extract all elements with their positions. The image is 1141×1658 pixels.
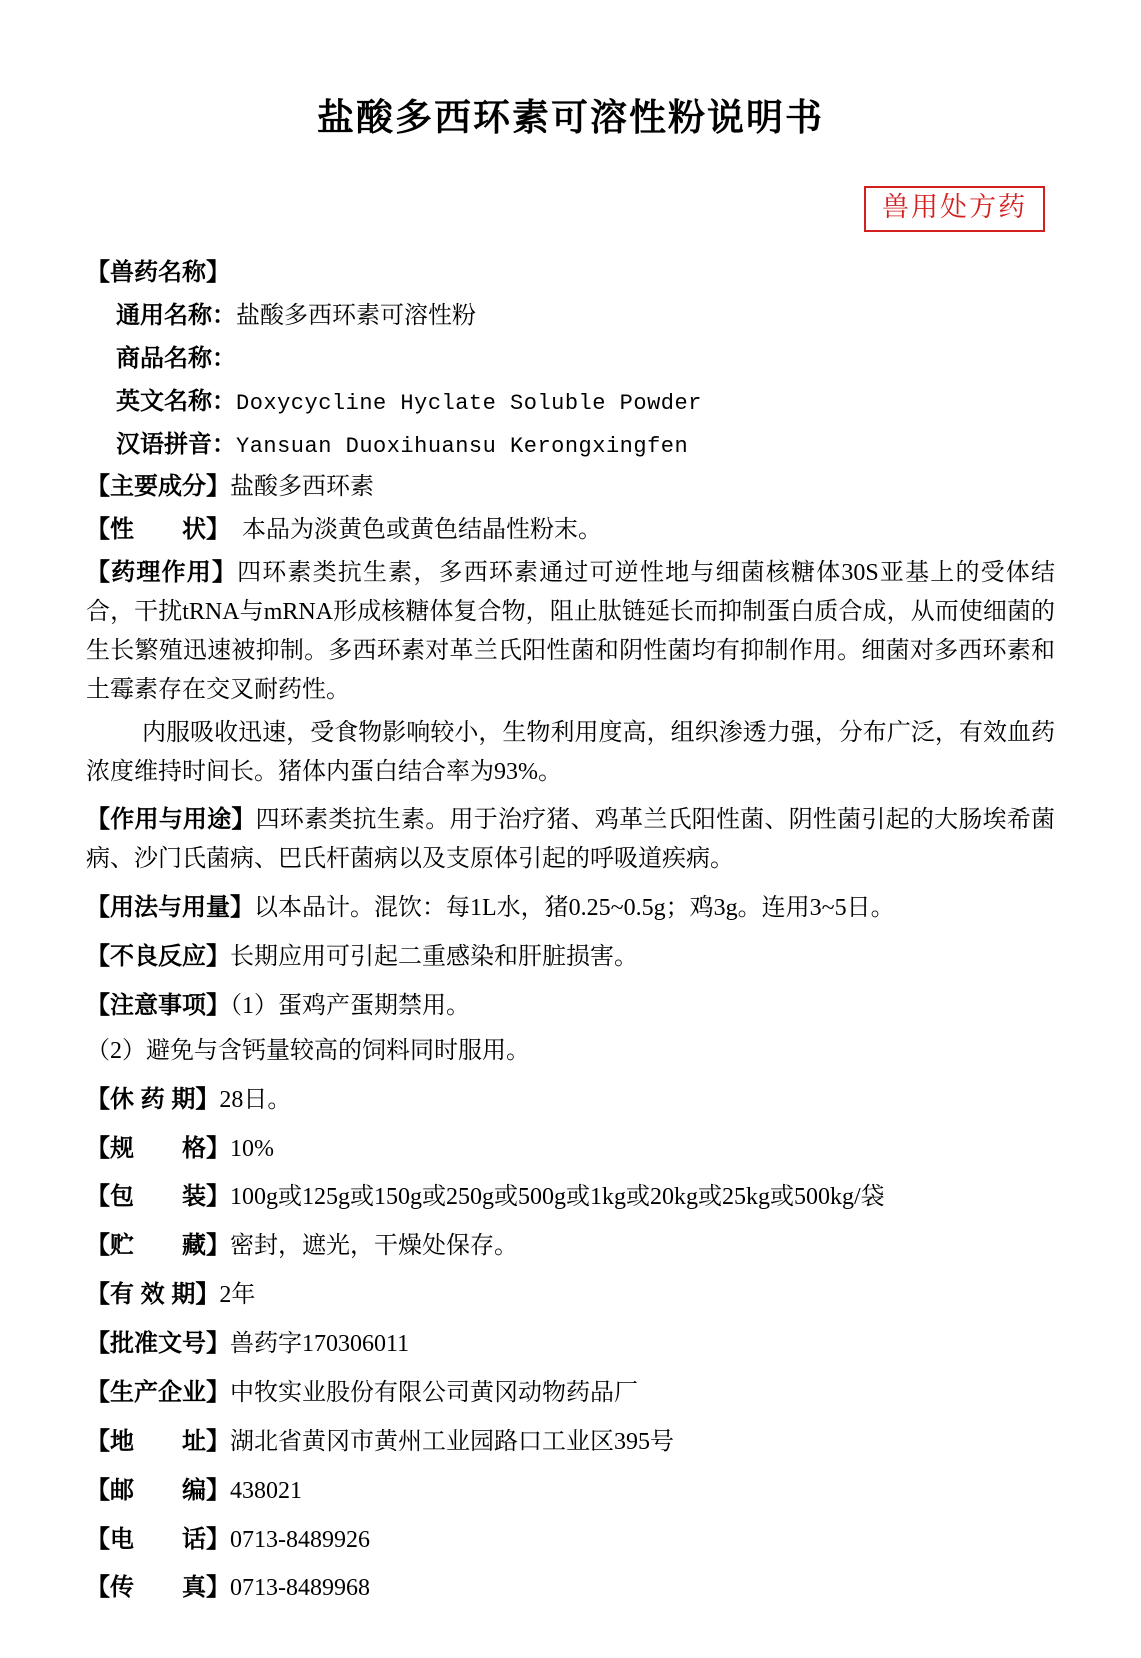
field-pinyin <box>86 426 1055 465</box>
section-label-adverse-reactions: 【不良反应】 <box>86 943 230 971</box>
section-precautions-item2: （2）避免与含钙量较高的饲料同时服用。 <box>86 1037 530 1064</box>
section-properties <box>86 511 1055 550</box>
section-label-storage: 【贮 藏】 <box>86 1232 230 1260</box>
section-value-address: 湖北省黄冈市黄州工业园路口工业区395号 <box>230 1428 674 1455</box>
section-drug-name-heading <box>86 254 1055 293</box>
section-approval-number <box>86 1325 1055 1364</box>
section-value-fax: 0713-8489968 <box>230 1575 370 1602</box>
section-value-dosage: 以本品计。混饮：每1L水，猪0.25~0.5g；鸡3g。连用3~5日。 <box>254 895 895 922</box>
field-brand-name <box>86 340 1055 379</box>
section-label-fax: 【传 真】 <box>86 1574 230 1602</box>
section-value-precautions-item1: （1）蛋鸡产蛋期禁用。 <box>230 992 470 1019</box>
section-shelf-life <box>86 1276 1055 1315</box>
section-value-shelf-life: 2年 <box>219 1282 256 1309</box>
section-adverse-reactions <box>86 938 1055 977</box>
section-label-pharmacology: 【药理作用】 <box>86 559 238 587</box>
section-label-specification: 【规 格】 <box>86 1134 230 1162</box>
status-badge: 兽用处方药 <box>864 186 1045 232</box>
section-phone <box>86 1521 1055 1560</box>
section-label-packaging: 【包 装】 <box>86 1183 230 1211</box>
section-label-approval-number: 【批准文号】 <box>86 1330 230 1358</box>
section-label-precautions: 【注意事项】 <box>86 991 230 1019</box>
section-address <box>86 1423 1055 1462</box>
section-value-withdrawal-period: 28日。 <box>219 1086 292 1113</box>
section-value-specification: 10% <box>230 1135 274 1162</box>
section-value-packaging: 100g或125g或150g或250g或500g或1kg或20kg或25kg或500kg/袋 <box>230 1184 885 1211</box>
section-label-postcode: 【邮 编】 <box>86 1476 230 1504</box>
section-value-adverse-reactions: 长期应用可引起二重感染和肝脏损害。 <box>230 944 638 971</box>
section-value-approval-number: 兽药字170306011 <box>230 1331 410 1358</box>
section-fax <box>86 1569 1055 1608</box>
section-label-manufacturer: 【生产企业】 <box>86 1378 230 1406</box>
section-value-indications: 四环素类抗生素。用于治疗猪、鸡革兰氏阳性菌、阴性菌引起的大肠埃希菌病、沙门氏菌病、巴氏杆菌病以及支原体引起的呼吸道疾病。 <box>86 807 1056 873</box>
field-value-english-name: Doxycycline Hyclate Soluble Powder <box>236 390 702 416</box>
field-english-name <box>86 383 1055 422</box>
field-generic-name <box>86 297 1055 336</box>
section-value-properties: 本品为淡黄色或黄色结晶性粉末。 <box>218 517 602 544</box>
document-body <box>86 254 1055 1608</box>
section-ingredients <box>86 468 1055 507</box>
section-value-pharmacology-p1: 四环素类抗生素，多西环素通过可逆性地与细菌核糖体30S亚基上的受体结合，干扰tRNA与mRNA形成核糖体复合物，阻止肽链延长而抑制蛋白质合成，从而使细菌的生长繁殖迅速被抑制。多西环素对革兰氏阳性菌和阴性菌均有抑制作用。细菌对多西环素和土霉素存在交叉耐药性。 <box>86 560 1055 703</box>
page-title: 盐酸多西环素可溶性粉说明书 <box>317 97 824 138</box>
field-label-pinyin: 汉语拼音： <box>116 430 236 458</box>
section-label-dosage: 【用法与用量】 <box>86 894 254 922</box>
section-value-manufacturer: 中牧实业股份有限公司黄冈动物药品厂 <box>230 1379 638 1406</box>
section-specification <box>86 1130 1055 1169</box>
section-label-drug-name: 【兽药名称】 <box>86 259 230 287</box>
section-postcode <box>86 1472 1055 1511</box>
section-indications <box>86 801 1055 879</box>
section-label-properties: 【性 状】 <box>86 516 218 544</box>
field-value-generic-name: 盐酸多西环素可溶性粉 <box>236 302 476 329</box>
section-value-phone: 0713-8489926 <box>230 1526 370 1553</box>
section-label-address: 【地 址】 <box>86 1427 230 1455</box>
section-value-ingredients: 盐酸多西环素 <box>230 474 374 501</box>
section-pharmacology <box>86 554 1055 710</box>
field-value-pinyin: Yansuan Duoxihuansu Kerongxingfen <box>236 433 689 459</box>
section-storage <box>86 1227 1055 1266</box>
section-dosage <box>86 889 1055 928</box>
section-value-storage: 密封，遮光，干燥处保存。 <box>230 1233 518 1260</box>
section-label-withdrawal-period: 【休 药 期】 <box>86 1085 220 1113</box>
section-label-indications: 【作用与用途】 <box>86 806 256 834</box>
field-label-generic-name: 通用名称： <box>116 301 236 329</box>
field-label-brand-name: 商品名称： <box>116 344 236 372</box>
section-label-shelf-life: 【有 效 期】 <box>86 1281 220 1309</box>
field-label-english-name: 英文名称： <box>116 387 236 415</box>
section-pharmacology-paragraph2: 内服吸收迅速，受食物影响较小，生物利用度高，组织渗透力强，分布广泛，有效血药浓度维持时间长。猪体内蛋白结合率为93%。 <box>86 719 1055 785</box>
section-packaging <box>86 1178 1055 1217</box>
section-precautions <box>86 987 1055 1026</box>
section-withdrawal-period <box>86 1081 1055 1120</box>
section-manufacturer <box>86 1374 1055 1413</box>
section-value-postcode: 438021 <box>230 1477 302 1504</box>
section-label-ingredients: 【主要成分】 <box>86 473 230 501</box>
section-label-phone: 【电 话】 <box>86 1525 230 1553</box>
prescription-badge-row <box>86 186 1055 232</box>
